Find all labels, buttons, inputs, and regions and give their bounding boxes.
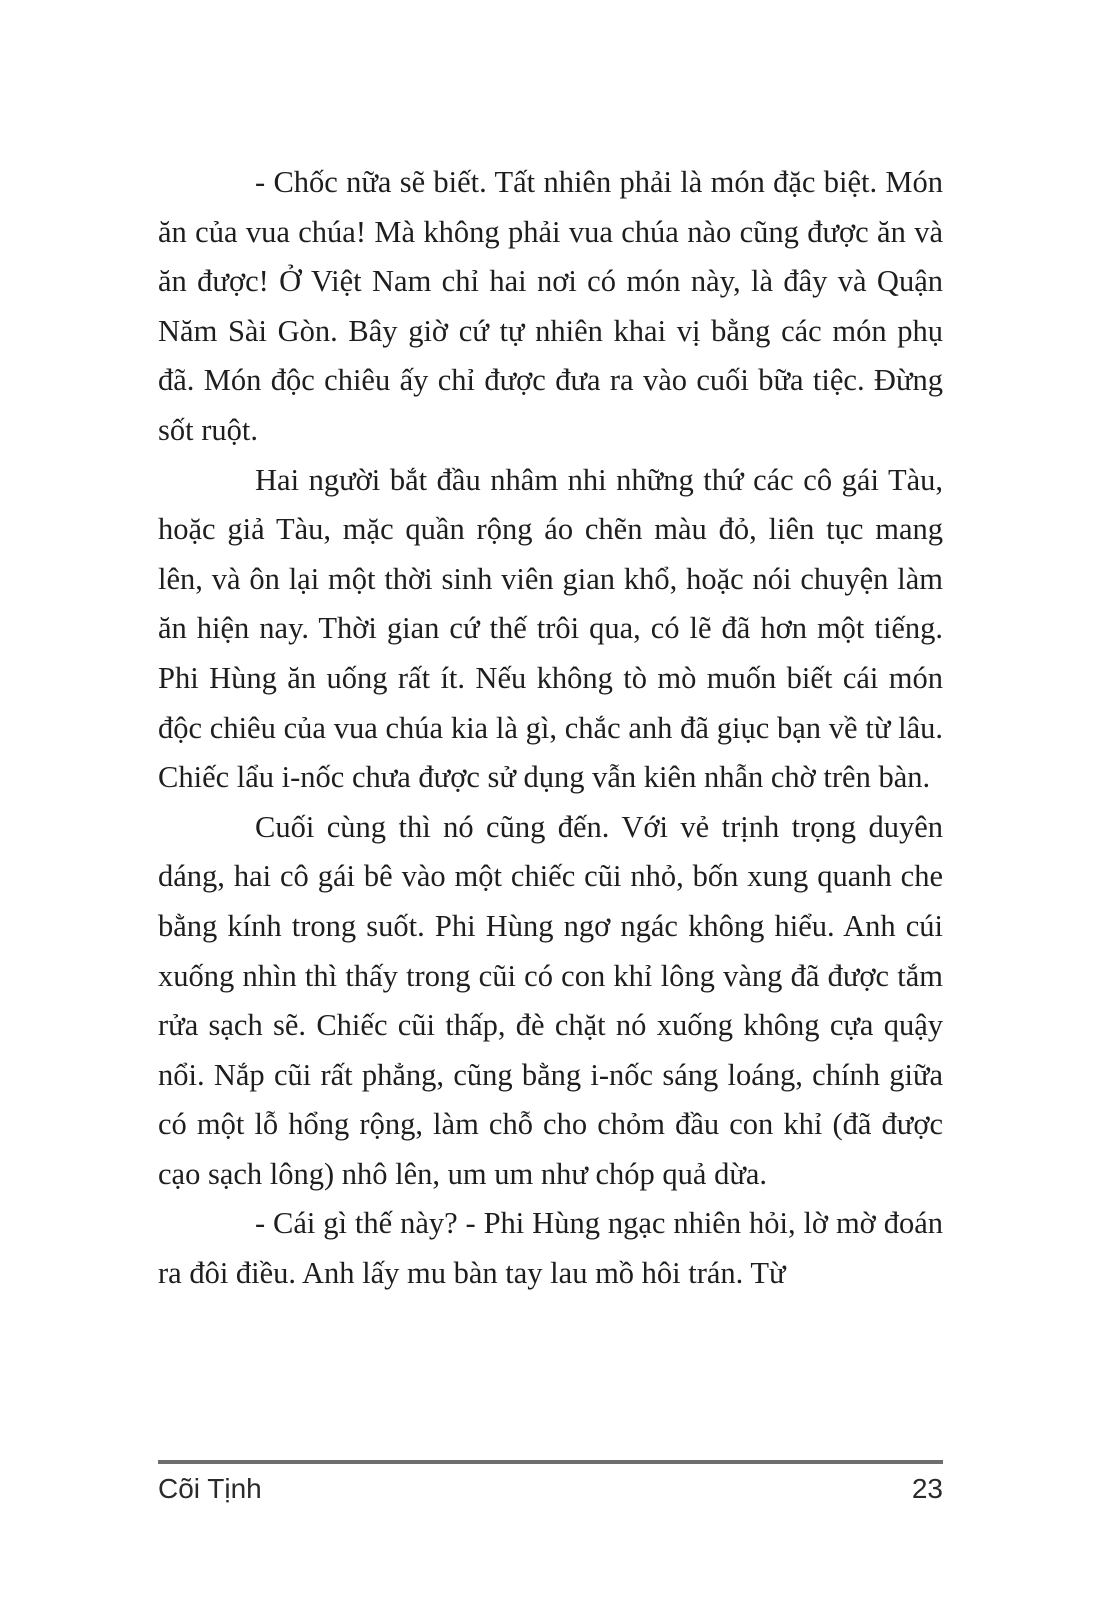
page-number: 23 xyxy=(911,1473,943,1504)
paragraph: Hai người bắt đầu nhâm nhi những thứ các cô gái Tàu, hoặc giả Tàu, mặc quần rộng áo chẽn màu đỏ, liên tục mang lên, và ôn lại một thời sinh viên gian khổ, hoặc nói chuyện làm ăn hiện nay. Thời gian cứ thế trôi qua, có lẽ đã hơn một tiếng. Phi Hùng ăn uống rất ít. Nếu không tò mò muốn biết cái món độc chiêu của vua chúa kia là gì, chắc anh đã giục bạn về từ lâu. Chiếc lẩu i-nốc chưa được sử dụng vẫn kiên nhẫn chờ trên bàn. xyxy=(158,462,943,795)
paragraph: - Cái gì thế này? - Phi Hùng ngạc nhiên hỏi, lờ mờ đoán ra đôi điều. Anh lấy mu bàn tay lau mồ hôi trán. Từ xyxy=(158,1206,943,1291)
paragraph: - Chốc nữa sẽ biết. Tất nhiên phải là món đặc biệt. Món ăn của vua chúa! Mà không phải vua chúa nào cũng được ăn và ăn được! Ở Việt Nam chỉ hai nơi có món này, là đây và Quận Năm Sài Gòn. Bây giờ cứ tự nhiên khai vị bằng các món phụ đã. Món độc chiêu ấy chỉ được đưa ra vào cuối bữa tiệc. Đừng sốt ruột. xyxy=(158,165,943,447)
footer-divider xyxy=(158,1460,943,1464)
footer-book-title: Cõi Tịnh xyxy=(158,1473,262,1504)
paragraph: Cuối cùng thì nó cũng đến. Với vẻ trịnh trọng duyên dáng, hai cô gái bê vào một chiếc cũi nhỏ, bốn xung quanh che bằng kính trong suốt. Phi Hùng ngơ ngác không hiểu. Anh cúi xuống nhìn thì thấy trong cũi có con khỉ lông vàng đã được tắm rửa sạch sẽ. Chiếc cũi thấp, đè chặt nó xuống không cựa quậy nổi. Nắp cũi rất phẳng, cũng bằng i-nốc sáng loáng, chính giữa có một lỗ hổng rộng, làm chỗ cho chỏm đầu con khỉ (đã được cạo sạch lông) nhô lên, um um như chóp quả dừa. xyxy=(158,809,943,1191)
body-text xyxy=(158,158,943,1299)
